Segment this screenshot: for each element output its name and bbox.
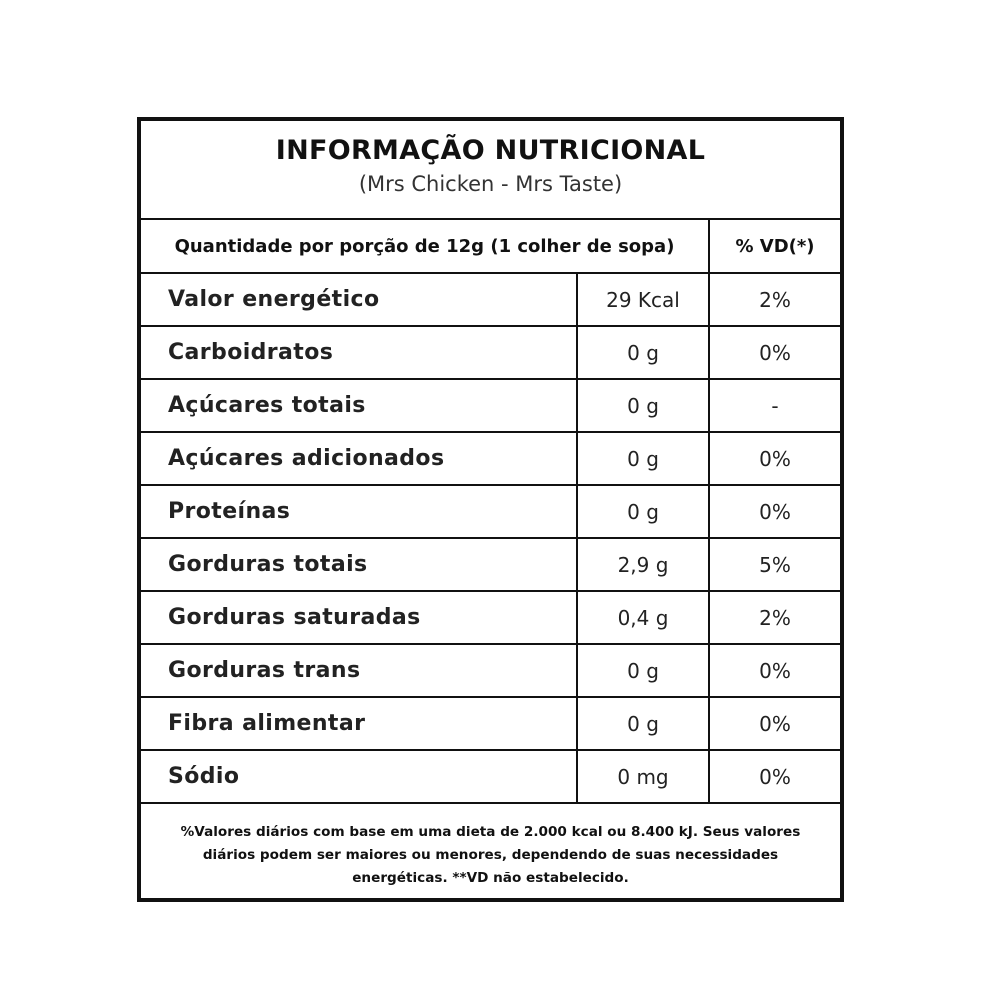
serving-size-label: Quantidade por porção de 12g (1 colher de sopa) [141,220,710,272]
nutrient-name: Gorduras totais [141,539,578,590]
nutrient-name: Valor energético [141,274,578,325]
nutrient-daily-value: 0% [759,764,791,789]
nutrient-row [141,274,840,327]
serving-row [141,220,840,274]
nutrient-name: Sódio [141,751,578,802]
table-header [141,121,840,220]
nutrient-daily-value: 0% [759,340,791,365]
nutrient-amount: 0 g [578,645,710,696]
nutrient-name: Açúcares adicionados [141,433,578,484]
nutrient-amount: 0 g [578,486,710,537]
table-subtitle: (Mrs Chicken - Mrs Taste) [358,172,623,196]
nutrient-row [141,486,840,539]
nutrient-daily-value: 0% [759,711,791,736]
nutrient-name: Açúcares totais [141,380,578,431]
nutrient-name: Carboidratos [141,327,578,378]
nutrient-row [141,751,840,804]
nutrient-row [141,539,840,592]
nutrient-amount: 29 Kcal [578,274,710,325]
nutrient-amount: 0,4 g [578,592,710,643]
nutrient-row [141,380,840,433]
nutrient-daily-value: 5% [759,552,791,577]
nutrient-row [141,698,840,751]
nutrient-name: Gorduras trans [141,645,578,696]
nutrient-row [141,592,840,645]
daily-value-header: % VD(*) [735,235,815,257]
nutrient-amount: 2,9 g [578,539,710,590]
nutrient-amount: 0 g [578,433,710,484]
nutrient-amount: 0 g [578,327,710,378]
table-title: INFORMAÇÃO NUTRICIONAL [275,135,706,166]
nutrient-daily-value: 2% [759,287,791,312]
nutrient-row [141,433,840,486]
footnote: %Valores diários com base em uma dieta de 2.000 kcal ou 8.400 kJ. Seus valores diários podem ser maiores ou menores, dependendo de suas necessidades energéticas. **VD não estabelecido. [180,824,801,886]
nutrient-row [141,645,840,698]
nutrition-facts-table [137,117,844,902]
nutrient-daily-value: 0% [759,499,791,524]
nutrient-amount: 0 g [578,698,710,749]
nutrient-amount: 0 mg [578,751,710,802]
nutrient-name: Gorduras saturadas [141,592,578,643]
nutrient-daily-value: - [771,393,779,418]
nutrient-daily-value: 0% [759,658,791,683]
nutrient-daily-value: 0% [759,446,791,471]
nutrient-daily-value: 2% [759,605,791,630]
nutrient-name: Fibra alimentar [141,698,578,749]
nutrient-row [141,327,840,380]
nutrient-amount: 0 g [578,380,710,431]
nutrient-name: Proteínas [141,486,578,537]
